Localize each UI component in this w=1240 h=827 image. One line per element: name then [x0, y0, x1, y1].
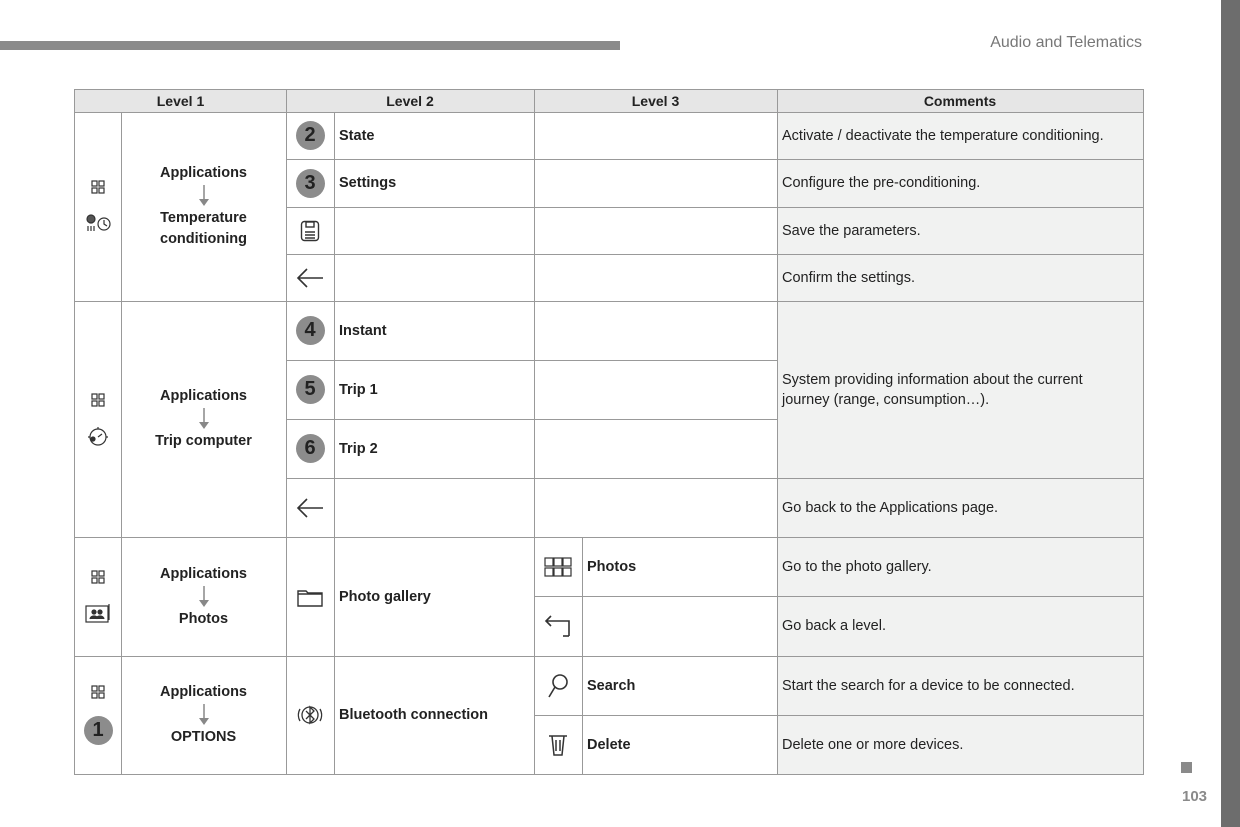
- level3-label: Delete: [587, 736, 631, 753]
- number-badge: 3: [296, 169, 325, 198]
- comment-shared: System providing information about the current journey (range, consumption…).: [777, 301, 1143, 478]
- applications-icon: [91, 685, 105, 699]
- level1-icons: [75, 112, 121, 301]
- level1-line1: Applications: [159, 684, 247, 700]
- level2-label: Instant: [339, 322, 387, 339]
- header-comments: Comments: [777, 90, 1143, 112]
- comment: Go back to the Applications page.: [777, 478, 1143, 537]
- photos-icon: [85, 603, 111, 623]
- comment: Configure the pre-conditioning.: [777, 159, 1143, 207]
- level1-icons: [75, 537, 121, 656]
- grid-view-icon[interactable]: [534, 537, 582, 596]
- level3-label: Search: [587, 677, 636, 694]
- level3-label: Photos: [587, 558, 637, 575]
- section-title: Audio and Telematics: [990, 34, 1142, 51]
- number-badge: 2: [296, 121, 325, 150]
- trash-icon[interactable]: [534, 715, 582, 774]
- level1-line2: Photos: [178, 610, 229, 627]
- level1-temperature-conditioning: [121, 112, 286, 301]
- down-arrow-icon: [198, 704, 210, 726]
- applications-icon: [91, 393, 105, 407]
- badge-5: [286, 360, 334, 419]
- number-badge: 1: [84, 716, 113, 745]
- badge-2: [286, 112, 334, 159]
- header-level-2: Level 2: [286, 90, 534, 112]
- header-level-3: Level 3: [534, 90, 777, 112]
- back-arrow-icon[interactable]: [286, 254, 334, 301]
- header-bar: [0, 41, 620, 50]
- page-edge-bar: [1221, 0, 1240, 827]
- number-badge: 5: [296, 375, 325, 404]
- level2-label: Settings: [339, 175, 397, 191]
- level2-label: Trip 1: [339, 381, 378, 398]
- level1-icons: [75, 656, 121, 774]
- page-marker: [1181, 762, 1192, 773]
- level2-label: Photo gallery: [339, 588, 431, 605]
- level2-label: State: [339, 127, 375, 144]
- level2-label: Trip 2: [339, 440, 378, 457]
- badge-4: [286, 301, 334, 360]
- applications-icon: [91, 180, 105, 194]
- folder-icon[interactable]: [286, 537, 334, 656]
- thermo-clock-icon: [84, 213, 112, 233]
- search-icon[interactable]: [534, 656, 582, 715]
- comment: Start the search for a device to be connected.: [777, 656, 1143, 715]
- back-arrow-icon[interactable]: [286, 478, 334, 537]
- page-number: 103: [1182, 788, 1208, 805]
- level1-options: [121, 656, 286, 774]
- number-badge: 4: [296, 316, 325, 345]
- level1-trip-computer: [121, 301, 286, 537]
- number-badge: 6: [296, 434, 325, 463]
- comment: Delete one or more devices.: [777, 715, 1143, 774]
- level1-line1: Applications: [159, 565, 247, 582]
- applications-icon: [91, 570, 105, 584]
- down-arrow-icon: [198, 408, 210, 430]
- level1-icons: [75, 301, 121, 537]
- trip-computer-icon: [86, 426, 110, 446]
- comment: Go to the photo gallery.: [777, 537, 1143, 596]
- badge-6: [286, 419, 334, 478]
- badge-3: [286, 159, 334, 207]
- level1-photos: [121, 537, 286, 656]
- level2-label: Bluetooth connection: [339, 707, 489, 723]
- return-icon[interactable]: [534, 596, 582, 656]
- level1-line2: OPTIONS: [170, 729, 237, 745]
- header-level-1: Level 1: [75, 90, 286, 112]
- level1-line1: Applications: [159, 165, 247, 181]
- level1-line2: Trip computer: [155, 433, 252, 449]
- bluetooth-icon[interactable]: [286, 656, 334, 774]
- level1-line2: Temperature conditioning: [160, 210, 247, 247]
- down-arrow-icon: [198, 185, 210, 207]
- comment: Go back a level.: [777, 596, 1143, 656]
- comment: Confirm the settings.: [777, 254, 1143, 301]
- down-arrow-icon: [198, 586, 210, 608]
- level1-line1: Applications: [159, 388, 247, 404]
- comment: Save the parameters.: [777, 207, 1143, 254]
- comment: Activate / deactivate the temperature conditioning.: [777, 112, 1143, 159]
- save-icon[interactable]: [286, 207, 334, 254]
